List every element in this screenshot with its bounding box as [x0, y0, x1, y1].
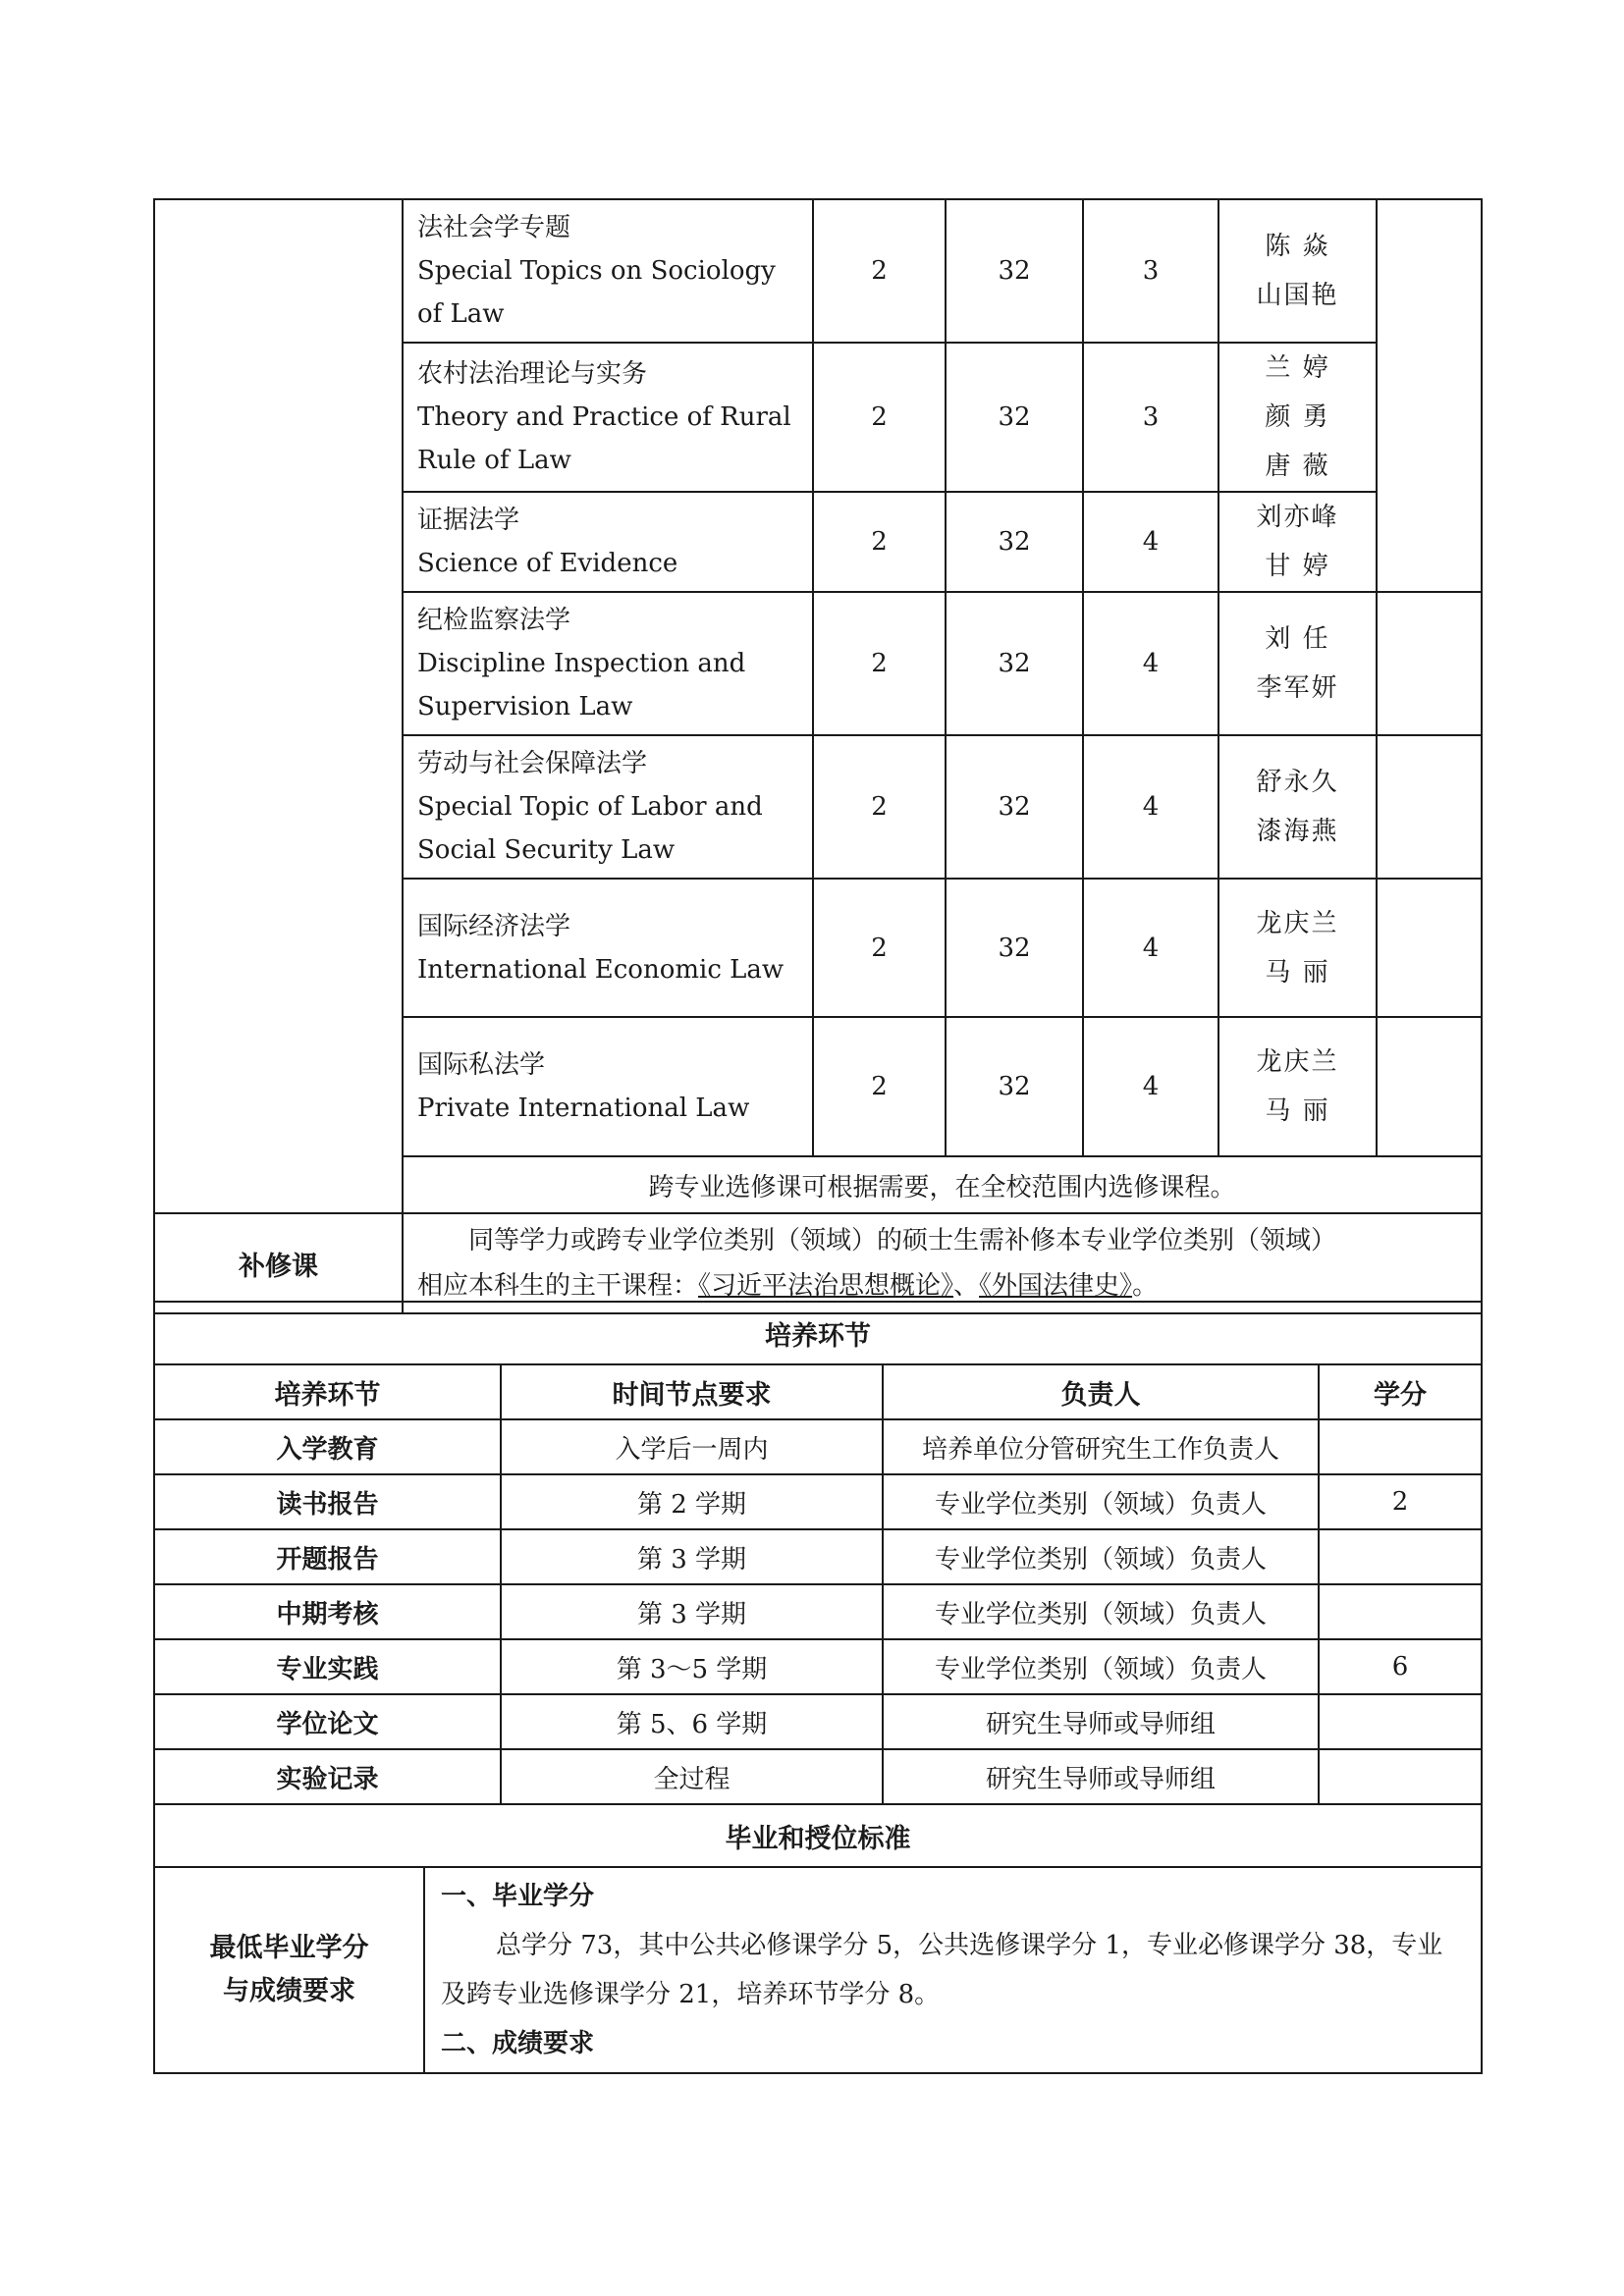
- semester: 3: [1083, 199, 1218, 343]
- training-owner: 专业学位类别（领域）负责人: [883, 1529, 1319, 1584]
- training-credit: [1319, 1694, 1482, 1749]
- training-credit: [1319, 1419, 1482, 1474]
- training-time: 第 3 学期: [501, 1529, 883, 1584]
- training-table: [153, 1301, 1483, 2074]
- teachers: 龙庆兰 马 丽: [1218, 879, 1377, 1017]
- hours: 32: [946, 199, 1083, 343]
- graduation-title-row: [154, 1804, 1482, 1867]
- course-row: [154, 199, 1482, 343]
- course-name: 法社会学专题 Special Topics on Sociology of Law: [403, 199, 813, 343]
- training-header-row: [154, 1364, 1482, 1419]
- graduation-title: 毕业和授位标准: [154, 1804, 1482, 1867]
- credits: 2: [813, 492, 946, 592]
- elective-course-table: [153, 198, 1483, 1314]
- training-time: 第 5、6 学期: [501, 1694, 883, 1749]
- course-name: 国际私法学 Private International Law: [403, 1017, 813, 1156]
- header-owner: 负责人: [883, 1364, 1319, 1419]
- remedial-text: 同等学力或跨专业学位类别（领域）的硕士生需补修本专业学位类别（领域） 相应本科生的主干课程：《习近平法治思想概论》、《外国法律史》。: [403, 1213, 1482, 1313]
- training-item: 开题报告: [154, 1529, 501, 1584]
- header-credit: 学分: [1319, 1364, 1482, 1419]
- training-owner: 专业学位类别（领域）负责人: [883, 1584, 1319, 1639]
- training-row: [154, 1584, 1482, 1639]
- training-title-row: [154, 1302, 1482, 1364]
- training-credit: [1319, 1749, 1482, 1804]
- remedial-course-link: 《习近平法治思想概论》: [698, 1271, 954, 1301]
- training-item: 读书报告: [154, 1474, 501, 1529]
- training-row: [154, 1694, 1482, 1749]
- header-time: 时间节点要求: [501, 1364, 883, 1419]
- graduation-row: [154, 1867, 1482, 2073]
- training-item: 专业实践: [154, 1639, 501, 1694]
- hours: 32: [946, 879, 1083, 1017]
- credits: 2: [813, 879, 946, 1017]
- training-title: 培养环节: [154, 1302, 1482, 1364]
- semester: 4: [1083, 735, 1218, 879]
- training-owner: 专业学位类别（领域）负责人: [883, 1474, 1319, 1529]
- hours: 32: [946, 492, 1083, 592]
- graduation-content: [424, 1867, 1482, 2073]
- semester: 3: [1083, 343, 1218, 492]
- training-time: 全过程: [501, 1749, 883, 1804]
- teachers: 舒永久 漆海燕: [1218, 735, 1377, 879]
- teachers: 刘 任 李军妍: [1218, 592, 1377, 735]
- training-item: 实验记录: [154, 1749, 501, 1804]
- teachers: 龙庆兰 马 丽: [1218, 1017, 1377, 1156]
- hours: 32: [946, 1017, 1083, 1156]
- training-owner: 研究生导师或导师组: [883, 1694, 1319, 1749]
- training-item: 学位论文: [154, 1694, 501, 1749]
- training-item: 入学教育: [154, 1419, 501, 1474]
- training-row: [154, 1474, 1482, 1529]
- graduation-heading: 一、毕业学分: [441, 1882, 595, 1911]
- training-credit: [1319, 1584, 1482, 1639]
- category-cell: [154, 199, 403, 1213]
- remark-cell: [1377, 879, 1482, 1017]
- semester: 4: [1083, 879, 1218, 1017]
- training-item: 中期考核: [154, 1584, 501, 1639]
- training-time: 第 3～5 学期: [501, 1639, 883, 1694]
- remark-cell: [1377, 592, 1482, 735]
- training-credit: 2: [1319, 1474, 1482, 1529]
- course-name: 纪检监察法学 Discipline Inspection and Supervision Law: [403, 592, 813, 735]
- grade-heading: 二、成绩要求: [441, 2029, 595, 2058]
- teachers: 刘亦峰 甘 婷: [1218, 492, 1377, 592]
- course-name: 国际经济法学 International Economic Law: [403, 879, 813, 1017]
- course-name: 证据法学 Science of Evidence: [403, 492, 813, 592]
- training-row: [154, 1419, 1482, 1474]
- credits: 2: [813, 1017, 946, 1156]
- remark-cell: [1377, 735, 1482, 879]
- remedial-label: 补修课: [154, 1213, 403, 1313]
- semester: 4: [1083, 1017, 1218, 1156]
- training-row: [154, 1749, 1482, 1804]
- hours: 32: [946, 343, 1083, 492]
- remark-cell: [1377, 199, 1482, 592]
- remedial-course-link: 《外国法律史》: [979, 1271, 1133, 1301]
- semester: 4: [1083, 492, 1218, 592]
- training-credit: 6: [1319, 1639, 1482, 1694]
- teachers: 兰 婷 颜 勇 唐 薇: [1218, 343, 1377, 492]
- course-name: 农村法治理论与实务 Theory and Practice of Rural Rule of Law: [403, 343, 813, 492]
- graduation-label: 最低毕业学分 与成绩要求: [154, 1867, 424, 2073]
- training-credit: [1319, 1529, 1482, 1584]
- training-time: 第 3 学期: [501, 1584, 883, 1639]
- training-time: 入学后一周内: [501, 1419, 883, 1474]
- course-name: 劳动与社会保障法学 Special Topic of Labor and Social Security Law: [403, 735, 813, 879]
- graduation-credits-text: 总学分 73，其中公共必修课学分 5，公共选修课学分 1，专业必修课学分 38，专业及跨专业选修课学分 21，培养环节学分 8。: [441, 1931, 1443, 2009]
- cross-major-note: 跨专业选修课可根据需要，在全校范围内选修课程。: [403, 1156, 1482, 1213]
- training-row: [154, 1529, 1482, 1584]
- training-owner: 专业学位类别（领域）负责人: [883, 1639, 1319, 1694]
- credits: 2: [813, 343, 946, 492]
- training-owner: 研究生导师或导师组: [883, 1749, 1319, 1804]
- credits: 2: [813, 199, 946, 343]
- semester: 4: [1083, 592, 1218, 735]
- remark-cell: [1377, 1017, 1482, 1156]
- teachers: 陈 焱 山国艳: [1218, 199, 1377, 343]
- hours: 32: [946, 735, 1083, 879]
- training-owner: 培养单位分管研究生工作负责人: [883, 1419, 1319, 1474]
- credits: 2: [813, 735, 946, 879]
- training-row: [154, 1639, 1482, 1694]
- hours: 32: [946, 592, 1083, 735]
- header-item: 培养环节: [154, 1364, 501, 1419]
- credits: 2: [813, 592, 946, 735]
- training-time: 第 2 学期: [501, 1474, 883, 1529]
- remedial-row: [154, 1213, 1482, 1313]
